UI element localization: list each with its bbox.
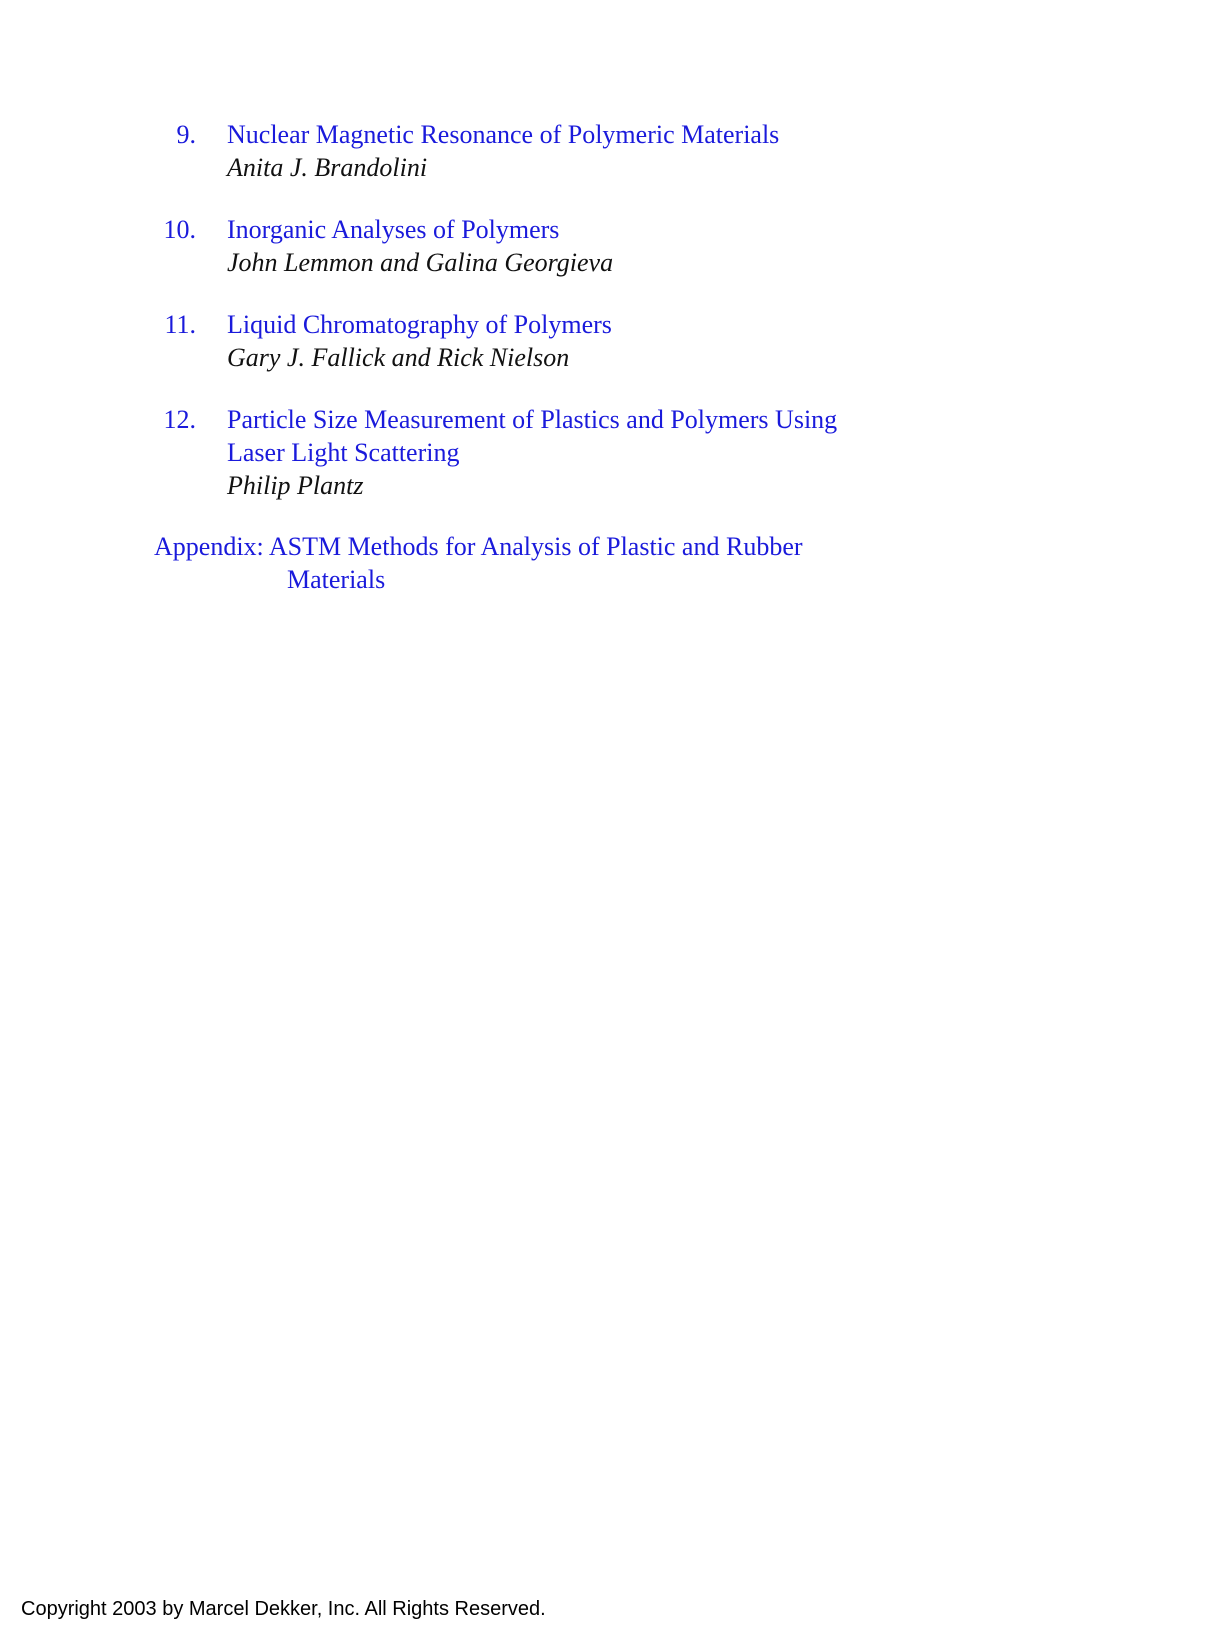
toc-entry-appendix[interactable] bbox=[0, 530, 1216, 596]
chapter-title-link[interactable]: Liquid Chromatography of Polymers bbox=[227, 310, 612, 339]
chapter-author: Philip Plantz bbox=[227, 471, 364, 500]
chapter-title-link-continued[interactable]: Laser Light Scattering bbox=[227, 438, 460, 467]
chapter-title-link[interactable]: Inorganic Analyses of Polymers bbox=[227, 215, 560, 244]
chapter-number: 9. bbox=[176, 120, 196, 149]
chapter-author: John Lemmon and Galina Georgieva bbox=[227, 248, 614, 277]
copyright-notice: Copyright 2003 by Marcel Dekker, Inc. All Rights Reserved. bbox=[21, 1598, 546, 1620]
chapter-number: 10. bbox=[163, 215, 196, 244]
appendix-title-link[interactable]: Appendix: ASTM Methods for Analysis of Plastic and Rubber bbox=[154, 532, 803, 561]
chapter-author: Anita J. Brandolini bbox=[227, 153, 428, 182]
chapter-author: Gary J. Fallick and Rick Nielson bbox=[227, 343, 570, 372]
chapter-number: 11. bbox=[164, 310, 196, 339]
chapter-title-link[interactable]: Nuclear Magnetic Resonance of Polymeric Materials bbox=[227, 120, 780, 149]
toc-entry-10[interactable] bbox=[0, 213, 1216, 279]
chapter-title-link[interactable]: Particle Size Measurement of Plastics and Polymers Using bbox=[227, 405, 838, 434]
chapter-number: 12. bbox=[163, 405, 196, 434]
toc-entry-11[interactable] bbox=[0, 308, 1216, 374]
toc-entry-12[interactable] bbox=[0, 403, 1216, 502]
appendix-title-link-continued[interactable]: Materials bbox=[287, 565, 386, 594]
toc-entry-9[interactable] bbox=[0, 118, 1216, 184]
table-of-contents bbox=[0, 118, 1216, 596]
